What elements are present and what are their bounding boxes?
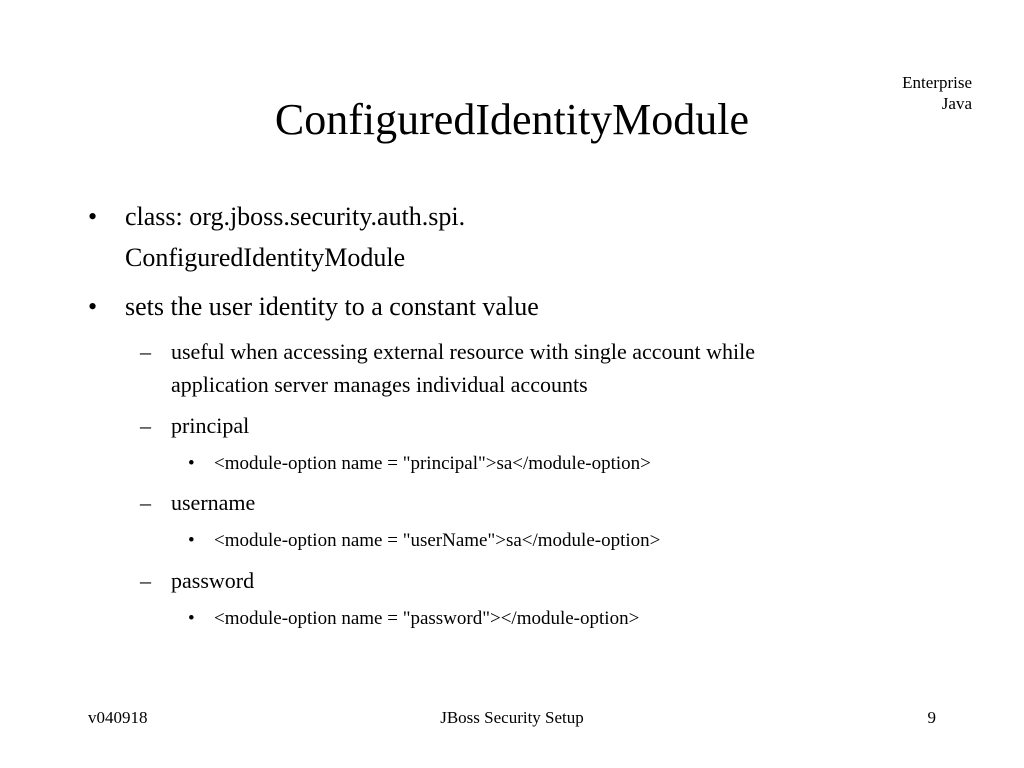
bullet-marker: • — [88, 202, 98, 231]
bullet-marker: • — [188, 608, 195, 629]
option-principal — [188, 449, 651, 479]
dash-marker: – — [140, 339, 151, 364]
dash-marker: – — [140, 413, 151, 438]
bullet-identity — [88, 286, 539, 327]
sub-bullet-principal-text: principal — [171, 413, 250, 438]
slide-title: ConfiguredIdentityModule — [274, 95, 750, 144]
bullet-marker: • — [188, 530, 195, 551]
sub-bullet-principal — [140, 409, 249, 442]
bullet-marker: • — [88, 292, 98, 321]
bullet-class — [88, 196, 465, 278]
footer-version: v040918 — [88, 708, 148, 727]
page-number: 9 — [927, 708, 936, 727]
sub-bullet-useful-line2: application server manages individual accounts — [171, 372, 588, 397]
bullet-class-line2: ConfiguredIdentityModule — [125, 243, 406, 272]
bullet-identity-text: sets the user identity to a constant value — [125, 292, 539, 321]
course-tag-line1: Enterprise — [902, 73, 972, 92]
bullet-marker: • — [188, 453, 195, 474]
option-principal-text: <module-option name = "principal">sa</module-option> — [214, 453, 651, 474]
footer-title: JBoss Security Setup — [440, 708, 584, 727]
course-tag-line2: Java — [941, 94, 972, 113]
dash-marker: – — [140, 490, 151, 515]
sub-bullet-username-text: username — [171, 490, 256, 515]
option-password-text: <module-option name = "password"></module-option> — [214, 608, 640, 629]
sub-bullet-username — [140, 486, 255, 519]
dash-marker: – — [140, 568, 151, 593]
sub-bullet-useful — [140, 335, 755, 401]
option-password — [188, 604, 639, 634]
sub-bullet-useful-line1: useful when accessing external resource with single account while — [171, 339, 756, 364]
option-username-text: <module-option name = "userName">sa</module-option> — [214, 530, 661, 551]
bullet-class-line1: class: org.jboss.security.auth.spi. — [125, 202, 466, 231]
sub-bullet-password — [140, 564, 254, 597]
option-username — [188, 526, 660, 556]
sub-bullet-password-text: password — [171, 568, 255, 593]
